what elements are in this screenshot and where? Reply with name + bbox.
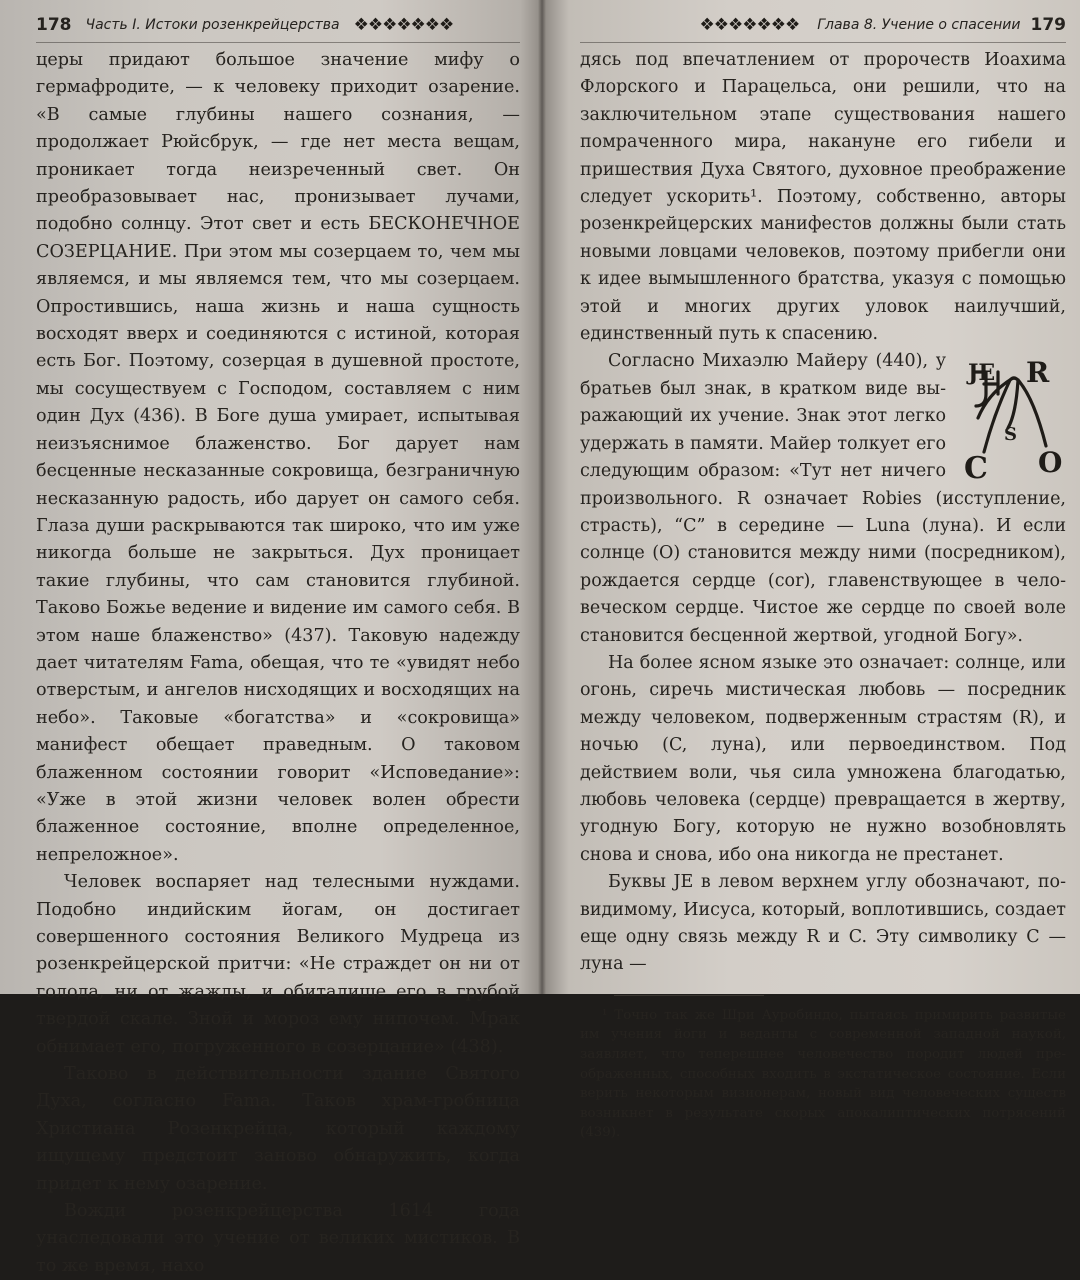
left-running-title: Часть I. Истоки розенкрейцерства	[85, 17, 340, 33]
left-header-rule	[36, 42, 520, 43]
emblem-letter-s: S	[1004, 424, 1017, 446]
right-header-ornament: ❖❖❖❖❖❖❖	[699, 15, 800, 35]
left-paragraph-3: Таково в действительности здание Святого Духа, согласно Fama. Таков храм-гробница Христиана Розенкрейца, который каждому ищущему предстоит заново обнаружить, когда придет к нему озарение.	[36, 1064, 520, 1194]
right-body-text	[580, 47, 1066, 979]
right-page	[542, 0, 1080, 1141]
left-body-text	[36, 47, 520, 1280]
left-page-header	[36, 8, 520, 42]
emblem-letter-o: O	[1038, 446, 1063, 480]
right-paragraph-1: дясь под впечатлением от пророчеств Иоахима Флорского и Парацельса, они решили, что на заключительном этапе существования нашего помраченного мира, накануне его гибели и пришествия Духа Святого, духовное преображение следует ускорить¹. Поэтому, собственно, авторы розенкрейцерских манифестов должны были стать новыми ловцами человеков, поэтому прибегли они к идее вымышленного братства, указуя с помощью этой и многих других уловок наилучший, единственный путь к спасению.	[580, 50, 1066, 345]
right-page-header	[580, 8, 1066, 42]
footnote-rule	[614, 995, 764, 996]
left-paragraph-4: Вожди розенкрейцерства 1614 года унаследовали это учение от великих мистиков. В то же время, нахо	[36, 1201, 520, 1276]
rosicrucian-emblem	[954, 354, 1066, 487]
left-paragraph-2: Человек воспаряет над телесными нуждами. Подобно индийским йогам, он достигает совершенного состояния Великого Мудреца из розенкрейцерской притчи: «Не страждет он ни от голода, ни от жажды, и обиталище его в грубой твердой скале. Зной и мороз ему нипочем. Мрак обнимает его, погруженного в созерцание» (438).	[36, 872, 520, 1057]
right-page-number: 179	[1030, 15, 1066, 35]
right-header-rule	[580, 42, 1066, 43]
left-paragraph-1: церы придают большое значение мифу о гермафродите, — к человеку приходит озарение. «В самые глубины нашего сознания, — продолжает Рюйсбрук, — где нет места вещам, проникает тогда неизреченный свет. Он преобразовывает нас, пронизывает лучами, подобно солнцу. Этот свет и есть БЕСКОНЕЧНОЕ СОЗЕРЦАНИЕ. При этом мы созерцаем то, чем мы являемся, и мы являемся тем, что мы созерцаем. Опростившись, наша жизнь и наша сущность восходят вверх и соединяются с истиной, которая есть Бог. Поэтому, созерцая в душевной простоте, мы сосуществуем с Господом, составляем с ним один Дух (436). В Боге душа умирает, испытывая неизъяснимое блаженство. Бог дарует нам бесценные несказанные сокровища, безграничную несказанную радость, ибо дарует он самого себя. Глаза души раскрываются так широко, что им уже никогда больше не закрыться. Дух проницает такие глубины, что сам становится глубиной. Таково Божье ведение и видение им самого себя. В этом наше блаженство» (437). Таковую надежду дает читателям Fama, обещая, что те «увидят небо отверстым, и ангелов нисходящих и восходящих на небо». Таковые «богатства» и «сокровища» манифест обещает праведным. О таковом блаженном состоянии говорит «Исповедание»: «Уже в этой жизни человек волен обрести блаженное состояние, вполне определенное, непреложное».	[36, 50, 520, 865]
right-paragraph-3: На более ясном языке это означает: солнце, или огонь, сиречь мистическая любовь — посредник между человеком, подверженным страстям (R), и ночью (C, луна), или первоединством. Под действием воли, чья сила умножена благодатью, любовь человека (сердце) превращается в жертву, угодную Богу, которую не нужно возобновлять снова и снова, ибо она никогда не престанет.	[580, 652, 1066, 865]
footnote	[580, 1006, 1066, 1143]
emblem-letter-r: R	[1026, 356, 1050, 390]
right-running-title: Глава 8. Учение о спасении	[817, 17, 1021, 33]
left-page-number: 178	[36, 15, 72, 35]
emblem-letter-je: JE	[968, 360, 996, 387]
right-paragraph-4: Буквы JE в левом верхнем углу обозначают, по-видимому, Иисуса, который, воплотившись, создает еще одну связь между R и C. Эту символику C — луна —	[580, 872, 1066, 975]
emblem-figure	[954, 354, 1066, 487]
emblem-letter-c: C	[964, 451, 988, 487]
footnote-text: ¹ Точно так же Шри Ауробиндо, пытаясь примирить развитые им учения йоги и веданты с современной западной наукой, заявляет, что теперешнее человечество породит людей преображенных, способных входить в экстатическое состояние. Если верить некоторым визионерам, новый вид человеческих существ возникнет в результате скорых апокалиптических потрясений (439).	[580, 1007, 1066, 1141]
right-paragraph-2: Согласно Михаэлю Майеру (440), у братьев был знак, в кратком виде выражающий их учение. Знак этот легко удержать в памяти. Майер толкует его следующим образом: «Тут нет ничего произвольного. R означает Robies (исступление, страсть), “C” в середине — Luna (луна). И если солнце (O) становится между ними (посредником), рождается сердце (cor), главенствующее в человеческом сердце. Чистое же сердце по своей воле становится бесценной жертвой, угодной Богу».	[580, 351, 1066, 646]
left-header-ornament: ❖❖❖❖❖❖❖	[353, 15, 454, 35]
